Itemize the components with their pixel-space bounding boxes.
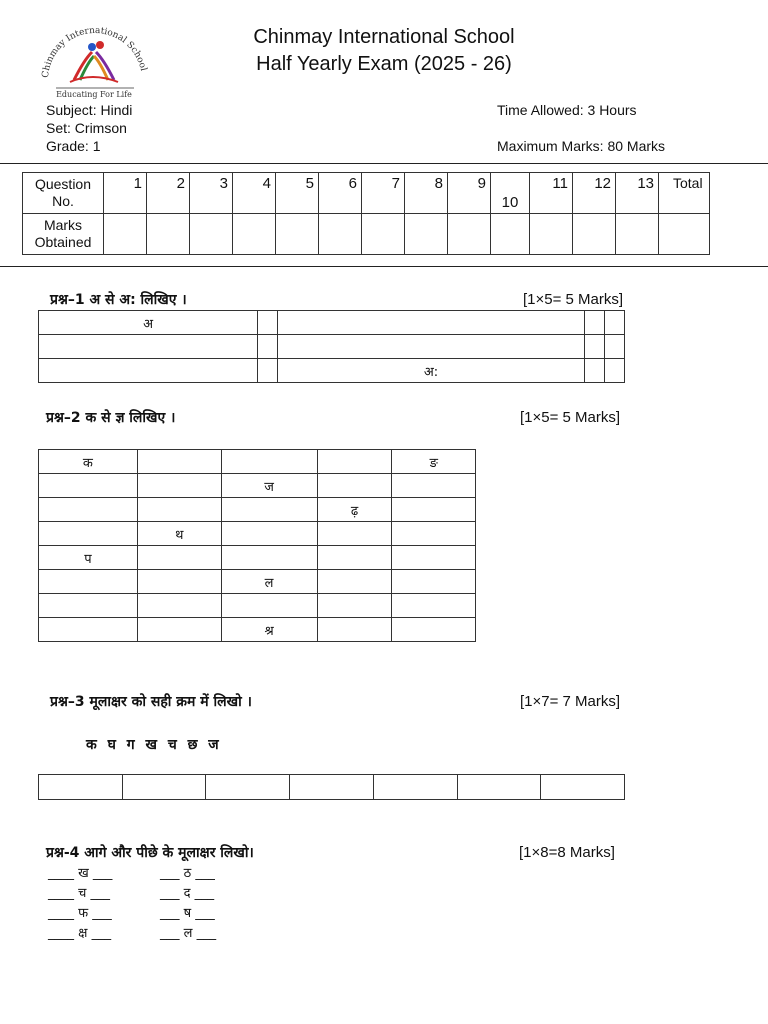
q1-title: प्रश्न–1 अ से अ: लिखिए । bbox=[50, 292, 187, 308]
fill-blank[interactable]: ___ ल ___ bbox=[160, 926, 217, 941]
grid-cell[interactable] bbox=[317, 594, 392, 618]
grid-cell[interactable] bbox=[278, 311, 585, 335]
school-name: Chinmay International School bbox=[253, 26, 515, 48]
grid-cell[interactable] bbox=[39, 594, 138, 618]
question-no-label: Question No. bbox=[23, 173, 104, 214]
grid-cell[interactable] bbox=[39, 335, 258, 359]
fill-blank[interactable]: ___ द ___ bbox=[160, 886, 215, 901]
grid-cell[interactable] bbox=[317, 570, 392, 594]
grid-cell[interactable] bbox=[137, 594, 221, 618]
grid-cell[interactable] bbox=[258, 359, 278, 383]
question-number: 8 bbox=[405, 173, 448, 214]
grid-row bbox=[39, 498, 476, 522]
fill-blank[interactable]: ____ च ___ bbox=[48, 886, 111, 901]
answer-box[interactable] bbox=[541, 775, 625, 800]
grid-cell[interactable]: अ bbox=[39, 311, 258, 335]
marks-cell[interactable] bbox=[405, 214, 448, 255]
grid-cell[interactable] bbox=[258, 311, 278, 335]
grid-cell[interactable]: क bbox=[39, 450, 138, 474]
grid-cell[interactable] bbox=[604, 359, 624, 383]
question-number: 10 bbox=[491, 173, 530, 214]
grid-row bbox=[39, 618, 476, 642]
question-number: 12 bbox=[573, 173, 616, 214]
grid-cell[interactable] bbox=[392, 618, 476, 642]
grid-cell[interactable] bbox=[137, 450, 221, 474]
q2-marks: [1×5= 5 Marks] bbox=[520, 409, 621, 426]
grid-cell[interactable]: ङ bbox=[392, 450, 476, 474]
fill-blank[interactable]: ___ ष ___ bbox=[160, 906, 215, 921]
q3-title: प्रश्न–3 मूलाक्षर को सही क्रम में लिखो । bbox=[50, 694, 252, 710]
marks-cell[interactable] bbox=[616, 214, 659, 255]
q3-answer-row bbox=[38, 774, 625, 800]
max-marks: Maximum Marks: 80 Marks bbox=[497, 138, 666, 154]
grid-cell[interactable] bbox=[392, 522, 476, 546]
q4-right-column bbox=[160, 864, 216, 944]
q4-title: प्रश्न-4 आगे और पीछे के मूलाक्षर लिखो। bbox=[46, 845, 254, 861]
marks-cell[interactable] bbox=[104, 214, 147, 255]
grid-cell[interactable] bbox=[39, 618, 138, 642]
grid-cell[interactable] bbox=[39, 570, 138, 594]
answer-box[interactable] bbox=[290, 775, 374, 800]
grid-cell[interactable]: श्र bbox=[221, 618, 317, 642]
grid-cell[interactable] bbox=[137, 570, 221, 594]
q1-grid bbox=[38, 310, 625, 383]
total-cell[interactable] bbox=[659, 214, 710, 255]
logo-arc-text: Chinmay International School bbox=[40, 25, 149, 79]
question-number: 4 bbox=[233, 173, 276, 214]
grid-cell[interactable] bbox=[604, 311, 624, 335]
grid-cell[interactable]: अ: bbox=[278, 359, 585, 383]
marks-cell[interactable] bbox=[233, 214, 276, 255]
grid-cell[interactable] bbox=[39, 498, 138, 522]
answer-box[interactable] bbox=[122, 775, 206, 800]
marks-cell[interactable] bbox=[448, 214, 491, 255]
marks-cell[interactable] bbox=[147, 214, 190, 255]
grid-row bbox=[39, 570, 476, 594]
grid-row bbox=[39, 359, 625, 383]
grid-cell[interactable] bbox=[317, 618, 392, 642]
marks-cell[interactable] bbox=[362, 214, 405, 255]
divider bbox=[0, 266, 768, 267]
grid-cell[interactable] bbox=[278, 335, 585, 359]
grid-cell[interactable]: ल bbox=[221, 570, 317, 594]
fill-blank[interactable]: ____ ख ___ bbox=[48, 866, 113, 881]
marks-table bbox=[22, 172, 710, 255]
divider bbox=[0, 163, 768, 164]
marks-cell[interactable] bbox=[491, 214, 530, 255]
subject: Subject: Hindi bbox=[46, 102, 133, 118]
grid-cell[interactable] bbox=[604, 335, 624, 359]
grid-cell[interactable] bbox=[584, 359, 604, 383]
q3-marks: [1×7= 7 Marks] bbox=[520, 693, 621, 710]
grid-cell[interactable] bbox=[584, 335, 604, 359]
fill-blank[interactable]: ____ फ ___ bbox=[48, 906, 112, 921]
grid-cell[interactable] bbox=[317, 522, 392, 546]
question-number: 3 bbox=[190, 173, 233, 214]
q4-marks: [1×8=8 Marks] bbox=[519, 844, 615, 861]
grid-cell[interactable] bbox=[137, 618, 221, 642]
grid-cell[interactable] bbox=[317, 450, 392, 474]
grid-cell[interactable] bbox=[392, 474, 476, 498]
question-number: 7 bbox=[362, 173, 405, 214]
set: Set: Crimson bbox=[46, 120, 127, 136]
question-number: 11 bbox=[530, 173, 573, 214]
grid-cell[interactable] bbox=[137, 474, 221, 498]
answer-box[interactable] bbox=[39, 775, 123, 800]
grid-cell[interactable]: ज bbox=[221, 474, 317, 498]
grid-row bbox=[39, 311, 625, 335]
grid-cell[interactable] bbox=[584, 311, 604, 335]
grid-cell[interactable] bbox=[392, 546, 476, 570]
grid-cell[interactable] bbox=[39, 359, 258, 383]
marks-cell[interactable] bbox=[276, 214, 319, 255]
marks-cell[interactable] bbox=[190, 214, 233, 255]
grid-cell[interactable]: ढ़ bbox=[317, 498, 392, 522]
question-number: 13 bbox=[616, 173, 659, 214]
grid-cell[interactable] bbox=[317, 474, 392, 498]
total-label: Total bbox=[659, 173, 710, 214]
fill-blank[interactable]: ____ क्ष ___ bbox=[48, 926, 112, 941]
exam-name: Half Yearly Exam (2025 - 26) bbox=[256, 53, 512, 75]
question-number: 2 bbox=[147, 173, 190, 214]
time-allowed: Time Allowed: 3 Hours bbox=[497, 102, 637, 118]
grid-row bbox=[39, 450, 476, 474]
q1-marks: [1×5= 5 Marks] bbox=[523, 291, 624, 308]
grid-cell[interactable] bbox=[221, 498, 317, 522]
grid-cell[interactable]: थ bbox=[137, 522, 221, 546]
grid-cell[interactable] bbox=[317, 546, 392, 570]
grid-cell[interactable] bbox=[221, 546, 317, 570]
question-number: 6 bbox=[319, 173, 362, 214]
grid-row bbox=[39, 594, 476, 618]
grid-cell[interactable] bbox=[392, 498, 476, 522]
grid-row bbox=[39, 335, 625, 359]
q3-letters: क घ ग ख च छ ज bbox=[86, 737, 219, 753]
q2-grid bbox=[38, 449, 476, 642]
marks-cell[interactable] bbox=[530, 214, 573, 255]
grid-row bbox=[39, 474, 476, 498]
question-number: 9 bbox=[448, 173, 491, 214]
grid-cell[interactable] bbox=[221, 594, 317, 618]
question-number: 5 bbox=[276, 173, 319, 214]
grid-cell[interactable] bbox=[392, 570, 476, 594]
grid-cell[interactable] bbox=[392, 594, 476, 618]
q4-left-column bbox=[48, 864, 112, 944]
q2-title: प्रश्न–2 क से ज्ञ लिखिए । bbox=[46, 410, 176, 426]
grid-cell[interactable]: प bbox=[39, 546, 138, 570]
grid-cell[interactable] bbox=[221, 450, 317, 474]
answer-box[interactable] bbox=[373, 775, 457, 800]
grid-cell[interactable] bbox=[39, 474, 138, 498]
answer-box[interactable] bbox=[457, 775, 541, 800]
grid-cell[interactable] bbox=[258, 335, 278, 359]
fill-blank[interactable]: ___ ठ ___ bbox=[160, 866, 215, 881]
grid-cell[interactable] bbox=[137, 546, 221, 570]
marks-cell[interactable] bbox=[319, 214, 362, 255]
grid-row bbox=[39, 546, 476, 570]
grid-cell[interactable] bbox=[137, 498, 221, 522]
question-number: 1 bbox=[104, 173, 147, 214]
grade: Grade: 1 bbox=[46, 138, 101, 154]
grid-cell[interactable] bbox=[39, 522, 138, 546]
answer-box[interactable] bbox=[206, 775, 290, 800]
marks-obtained-label: Marks Obtained bbox=[23, 214, 104, 255]
logo-tagline: Educating For Life bbox=[56, 90, 132, 99]
grid-cell[interactable] bbox=[221, 522, 317, 546]
marks-cell[interactable] bbox=[573, 214, 616, 255]
grid-row bbox=[39, 522, 476, 546]
